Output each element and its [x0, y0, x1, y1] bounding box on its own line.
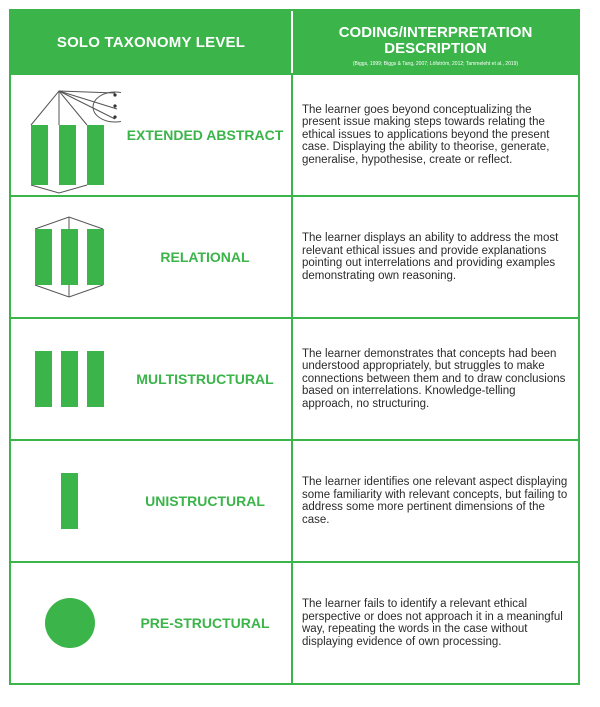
- table-row: [11, 317, 578, 439]
- column-divider: [291, 563, 293, 683]
- header-title-line2: DESCRIPTION: [384, 40, 487, 57]
- header-sources: (Biggs, 1999; Biggs & Tang, 2007; Löfström, 2012; Tammeleht et al., 2019): [352, 61, 519, 67]
- description-text: The learner displays an ability to address the most relevant ethical issues and provide explanations pointing out interrelations and providing examples demonstrating own reasoning.: [302, 232, 559, 282]
- description-text: The learner goes beyond conceptualizing the present issue making steps towards relating the ethical issues to applications beyond the present case. Displaying the ability to theorise, generate, generalise, hypothesise, create or reflect.: [302, 103, 550, 166]
- description-text: The learner demonstrates that concepts had been understood appropriately, but struggles to make connections between them and to draw conclusions based on interrelations. Knowledge-telling approach, no structuring.: [302, 347, 566, 410]
- level-label-pre-structural: PRE-STRUCTURAL: [140, 615, 270, 631]
- header-level-column: SOLO TAXONOMY LEVEL: [56, 33, 246, 51]
- description-cell: [302, 319, 568, 439]
- table-row: [11, 561, 578, 683]
- table-row: [11, 73, 578, 195]
- multistructural-icon: [25, 319, 121, 439]
- header-title-line1: CODING/INTERPRETATION: [338, 24, 533, 41]
- description-cell: [302, 563, 568, 683]
- level-label-multistructural: MULTISTRUCTURAL: [136, 371, 274, 387]
- column-divider: [291, 75, 293, 195]
- level-label-unistructural: UNISTRUCTURAL: [145, 493, 265, 509]
- header-description-column: [293, 11, 578, 73]
- description-cell: [302, 197, 568, 317]
- level-label-extended-abstract: EXTENDED ABSTRACT: [126, 127, 284, 143]
- level-label-relational: RELATIONAL: [160, 249, 250, 265]
- table-row: [11, 439, 578, 561]
- description-cell: [302, 441, 568, 561]
- description-text: The learner identifies one relevant aspect displaying some familiarity with relevant concepts, but failing to address some more pertinent dimensions of the case.: [302, 476, 568, 526]
- relational-icon: [25, 197, 121, 317]
- header-description-title: [293, 25, 578, 57]
- table-row: [11, 195, 578, 317]
- column-divider: [291, 441, 293, 561]
- column-divider: [291, 197, 293, 317]
- description-text: The learner fails to identify a relevant ethical perspective or does not approach it in a meaningful way, repeating the words in the case without displaying evidence of own processing.: [302, 598, 563, 648]
- prestructural-circle-icon: [25, 563, 121, 683]
- column-divider: [291, 319, 293, 439]
- solo-taxonomy-table: [9, 9, 580, 685]
- description-cell: [302, 75, 568, 195]
- extended-abstract-icon: [25, 75, 121, 195]
- unistructural-icon: [25, 441, 121, 561]
- table-header: [11, 11, 578, 73]
